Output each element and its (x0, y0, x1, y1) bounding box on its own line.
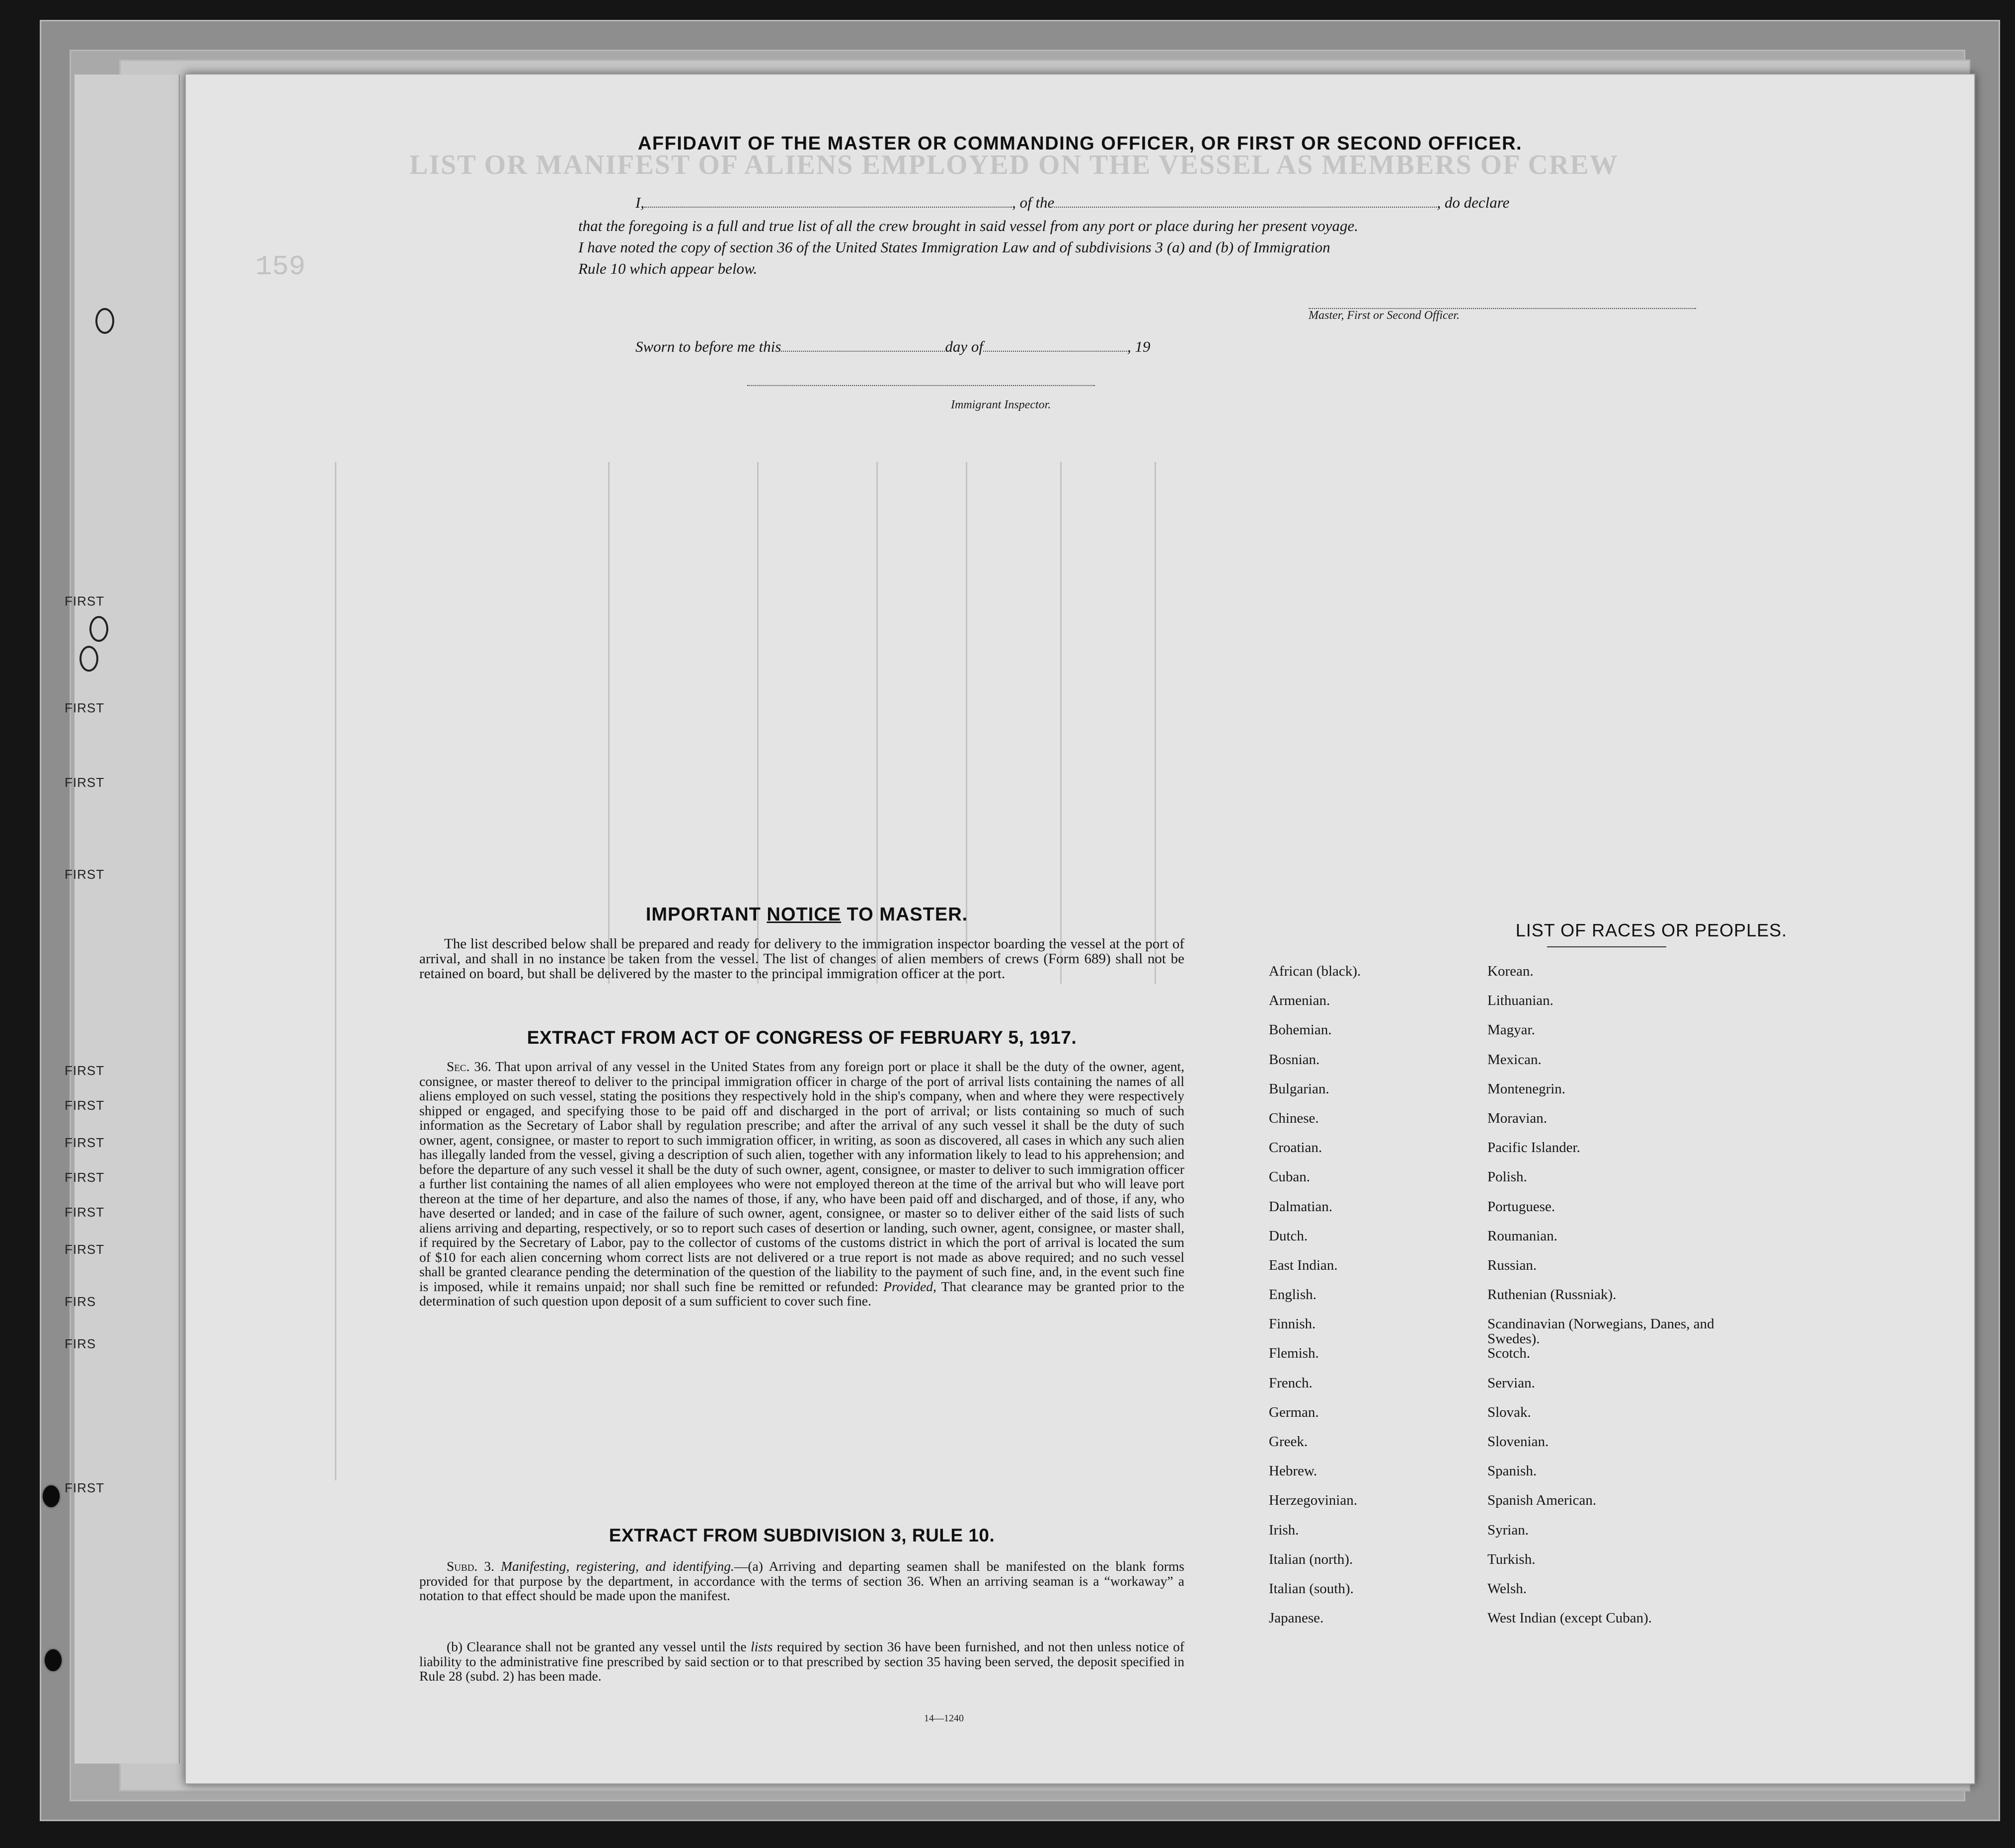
race-item: Russian. (1487, 1257, 1537, 1273)
ledger-label: FIRST (65, 594, 105, 609)
races-title-rule (1547, 946, 1666, 947)
affidavit-line-4: Rule 10 which appear below. (578, 260, 758, 277)
subdivision-label: Subd. 3. (447, 1558, 494, 1574)
sworn-month-blank[interactable] (983, 351, 1127, 352)
master-signature-label: Master, First or Second Officer. (1309, 309, 1460, 322)
reverse-page-number: 159 (255, 251, 306, 283)
ledger-label: FIRST (65, 1098, 105, 1113)
para-b-lists: lists (750, 1639, 773, 1654)
affidavit-line-2: that the foregoing is a full and true list of all the crew brought in said vessel from any port or place during her present voyage. (578, 217, 1358, 234)
race-item: Servian. (1487, 1375, 1535, 1391)
affidavit-i: I, (635, 194, 645, 211)
race-item: Bulgarian. (1269, 1080, 1329, 1097)
para-a-title: Manifesting, registering, and identifying. (501, 1558, 734, 1574)
affidavit-title: AFFIDAVIT OF THE MASTER OR COMMANDING OFFICER, OR FIRST OR SECOND OFFICER. (637, 133, 1523, 154)
para-b-body-1: Clearance shall not be granted any vessel until the (466, 1639, 747, 1654)
race-item: Mexican. (1487, 1051, 1542, 1068)
race-item: Herzegovinian. (1269, 1492, 1357, 1509)
race-item: Spanish. (1487, 1463, 1537, 1479)
ledger-label: FIRST (65, 1170, 105, 1185)
race-item: Italian (north). (1269, 1551, 1353, 1567)
sworn-day-of: day of (945, 338, 983, 355)
notice-title-word: IMPORTANT (645, 904, 761, 925)
race-item: Syrian. (1487, 1522, 1529, 1538)
proviso-word: Provided, (883, 1278, 936, 1294)
ledger-strip (75, 75, 180, 1764)
races-left-column (1269, 964, 1477, 1640)
notice-body: The list described below shall be prepared and ready for delivery to the immigration inspector boarding the vessel at the port of arrival, and shall in no instance be taken from the vessel. The list of changes of alien members of crews (Form 689) shall not be retained on board, but shall be delivered by the master to the principal immigration officer at the port. (419, 936, 1184, 982)
sworn-day-blank[interactable] (781, 351, 945, 352)
race-item: Croatian. (1269, 1140, 1322, 1156)
race-item: African (black). (1269, 963, 1361, 979)
sworn-year: , 19 (1127, 338, 1151, 355)
notice-title (409, 904, 1204, 925)
race-item: Slovenian. (1487, 1434, 1549, 1450)
form-page (185, 74, 1975, 1784)
race-item: Spanish American. (1487, 1492, 1597, 1509)
race-item: Hebrew. (1269, 1463, 1318, 1479)
race-item: Lithuanian. (1487, 993, 1553, 1009)
race-item: Moravian. (1487, 1110, 1547, 1126)
reverse-title: LIST OR MANIFEST OF ALIENS EMPLOYED ON THE VESSEL AS MEMBERS OF CREW (409, 150, 1619, 180)
ledger-label: FIRST (65, 1480, 105, 1495)
para-b-body-2: required by section 36 have been furnished, and not then unless notice of liability to the administrative fine prescribed by said section or to that prescribed by section 35 having been served, the deposit specified in Rule 28 (subd. 2) has been made. (419, 1639, 1185, 1684)
race-item: Italian (south). (1269, 1580, 1354, 1597)
affidavit-declare: , do declare (1437, 194, 1510, 211)
proviso-text: That clearance may be granted prior to the determination of such question upon deposit of a sum sufficient to cover such fine. (419, 1278, 1185, 1309)
ledger-label: FIRST (65, 700, 105, 715)
notice-title-word: TO MASTER. (847, 904, 968, 925)
punch-hole (45, 1649, 62, 1671)
rule-para-a (419, 1559, 1184, 1603)
inspector-signature-blank[interactable] (747, 385, 1095, 386)
ledger-label: FIRST (65, 1135, 105, 1150)
race-item: Polish. (1487, 1169, 1527, 1185)
notice-title-word: NOTICE (767, 904, 841, 925)
name-blank[interactable] (644, 207, 1012, 208)
para-a-mark: —(a) (734, 1558, 763, 1574)
race-item: English. (1269, 1287, 1317, 1303)
race-item: Turkish. (1487, 1551, 1536, 1567)
race-item: Welsh. (1487, 1580, 1527, 1597)
race-item: Armenian. (1269, 993, 1330, 1009)
vessel-blank[interactable] (1054, 207, 1437, 208)
race-item: Irish. (1269, 1522, 1299, 1538)
ledger-label: FIRST (65, 867, 105, 882)
rule-para-b (419, 1639, 1184, 1684)
race-item: Pacific Islander. (1487, 1140, 1580, 1156)
race-item: Magyar. (1487, 1022, 1535, 1038)
race-item: East Indian. (1269, 1257, 1338, 1273)
race-item: Roumanian. (1487, 1228, 1557, 1244)
race-item: Finnish. (1269, 1316, 1316, 1332)
race-item: Portuguese. (1487, 1198, 1555, 1215)
ring-hole (79, 646, 98, 672)
race-item: Dalmatian. (1269, 1198, 1333, 1215)
para-b-mark: (b) (447, 1639, 463, 1654)
ledger-label: FIRST (65, 1205, 105, 1220)
para-a-body: Arriving and departing seamen shall be manifested on the blank forms provided for that purpose by the department, in accordance with the terms of section 36. When an arriving seaman is a “workaway” a notation to that effect should be made upon the manifest. (419, 1558, 1184, 1603)
section-36-text: That upon arrival of any vessel in the United States from any foreign port or place it shall be the duty of the owner, agent, consignee, or master thereof to deliver to the principal immigration officer in charge of the port of arrival lists containing the names of all aliens employed on such vessel, stating the positions they respectively hold in the ship's company, when and where they were respectively shipped or engaged, and specifying those to be paid off and discharged in the port of arrival; or lists containing so much of such information as the Secretary of Labor shall by regulation prescribe; and after the arrival of any such vessel it shall be the duty of such owner, agent, consignee, or master to report to such immigration officer, in writing, as soon as discovered, all cases in which any such alien has illegally landed from the vessel, giving a description of such alien, together with any information likely to lead to his apprehension; and before the departure of any such vessel it shall be the duty of such owner, agent, consignee, or master to deliver to such immigration officer a further list containing the names of all alien employees who were not employed thereon at the time of the arrival but who will leave port thereon at the time of her departure, and also the names of those, if any, who have been paid off and discharged, and of those, if any, who have deserted or landed; and in case of the failure of such owner, agent, consignee, or master so to deliver either of the said lists of such aliens arriving and departing, respectively, or so to report such cases of desertion or landing, such owner, agent, consignee, or master shall, if required by the Secretary of Labor, pay to the collector of customs of the customs district in which the port of arrival is located the sum of $10 for each alien concerning whom correct lists are not delivered or a true report is not made as above required; and no such vessel shall be granted clearance pending the determination of the question of the liability to the payment of such fine, and, in the event such fine is imposed, while it remains unpaid; nor shall such fine be remitted or refunded: (419, 1059, 1184, 1294)
race-item: Greek. (1269, 1434, 1308, 1450)
act-extract-heading: EXTRACT FROM ACT OF CONGRESS OF FEBRUARY 5, 1917. (527, 1027, 1077, 1048)
races-title: LIST OF RACES OR PEOPLES. (1515, 920, 1787, 940)
ledger-label: FIRST (65, 1242, 105, 1257)
race-item: Dutch. (1269, 1228, 1308, 1244)
affidavit-declaration-line (635, 194, 1509, 212)
races-right-column (1487, 964, 1736, 1640)
race-item: German. (1269, 1404, 1319, 1420)
race-item: French. (1269, 1375, 1313, 1391)
race-item: Scotch. (1487, 1345, 1531, 1362)
race-item: Cuban. (1269, 1169, 1310, 1185)
sworn-prefix: Sworn to before me this (635, 338, 781, 355)
reverse-column-line (335, 462, 336, 1480)
race-item: Slovak. (1487, 1404, 1531, 1420)
ledger-label: FIRST (65, 775, 105, 790)
race-item: Korean. (1487, 963, 1534, 979)
race-item: Ruthenian (Russniak). (1487, 1287, 1617, 1303)
punch-hole (43, 1485, 60, 1507)
ring-hole (95, 308, 114, 334)
rule-extract-heading: EXTRACT FROM SUBDIVISION 3, RULE 10. (609, 1525, 995, 1545)
race-item: Bosnian. (1269, 1051, 1320, 1068)
race-item: Montenegrin. (1487, 1080, 1566, 1097)
sworn-line (635, 338, 1150, 356)
form-number: 14—1240 (924, 1713, 964, 1724)
race-item: Japanese. (1269, 1610, 1324, 1626)
ledger-label: FIRST (65, 1063, 105, 1078)
race-item: Chinese. (1269, 1110, 1319, 1126)
ring-hole (89, 616, 108, 642)
ledger-label: FIRS (65, 1294, 96, 1309)
act-extract-body (419, 1059, 1184, 1309)
affidavit-of-the: , of the (1012, 194, 1055, 211)
race-item: Bohemian. (1269, 1022, 1332, 1038)
ledger-label: FIRS (65, 1336, 96, 1351)
affidavit-line-3: I have noted the copy of section 36 of the United States Immigration Law and of subdivisions 3 (a) and (b) of Immigration (578, 238, 1330, 256)
race-item: Flemish. (1269, 1345, 1319, 1362)
inspector-label: Immigrant Inspector. (951, 398, 1051, 411)
race-item: Scandinavian (Norwegians, Danes, and Swedes). (1487, 1316, 1714, 1347)
section-label: Sec. 36. (447, 1059, 491, 1074)
race-item: West Indian (except Cuban). (1487, 1610, 1652, 1626)
